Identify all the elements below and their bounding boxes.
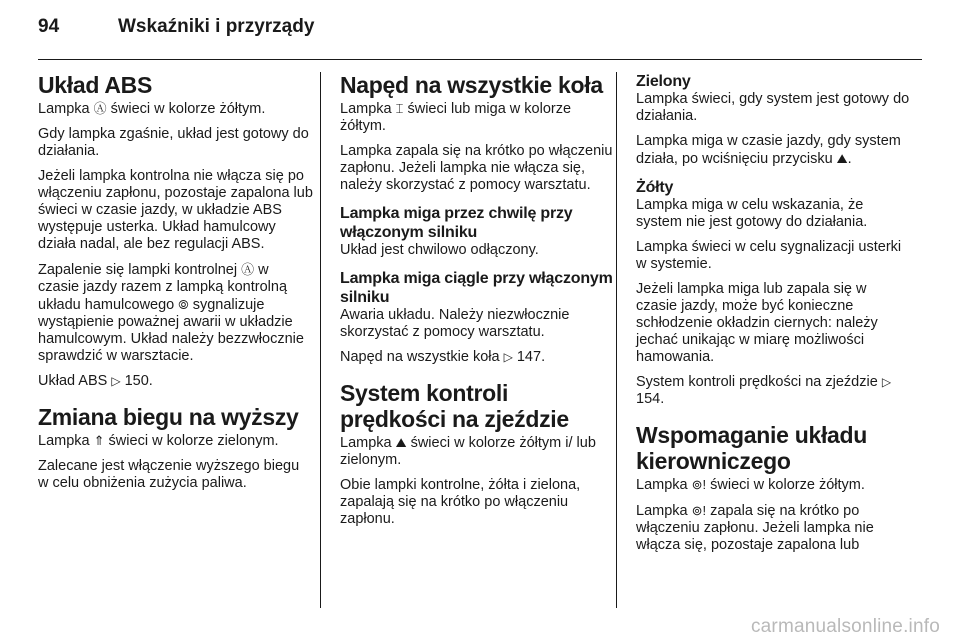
page-reference-arrow-icon: ▷ bbox=[111, 374, 121, 388]
text-run: świeci w kolorze zielonym. bbox=[104, 433, 279, 449]
section-heading-abs: Układ ABS bbox=[38, 72, 153, 98]
section-heading-steering: Wspomaganie układu kierowniczego bbox=[636, 422, 868, 474]
text-run: 154. bbox=[636, 391, 665, 407]
abs-paragraph-3: Jeżeli lampka kontrolna nie włącza się po włączeniu zapłonu, pozostaje zapalona lub świeci w czasie jazdy, w układzie ABS występuje usterka. Układ hamulcowy działa nadal, ale bez regulacji ABS. bbox=[38, 168, 313, 252]
column-divider-1 bbox=[320, 72, 321, 608]
awd-paragraph-1 bbox=[340, 100, 615, 135]
section-heading-descent: System kontroli prędkości na zjeździe bbox=[340, 380, 569, 432]
text-run: świeci w kolorze żółtym i/ lub zielonym. bbox=[340, 435, 596, 468]
text-run: Lampka bbox=[636, 477, 692, 493]
page-number: 94 bbox=[38, 16, 60, 37]
text-run: 147. bbox=[512, 349, 546, 365]
blink-short-paragraph: Układ jest chwilowo odłączony. bbox=[340, 242, 539, 258]
text-run: świeci w kolorze żółtym. bbox=[706, 477, 865, 493]
awd-reference bbox=[340, 349, 615, 366]
text-run: w czasie jazdy razem z lampką kontrolną układu hamulcowego bbox=[38, 262, 288, 313]
subheading-green: Zielony bbox=[636, 73, 691, 90]
hill-descent-icon: ⛰ bbox=[836, 151, 848, 166]
page-header bbox=[38, 16, 922, 56]
shift-paragraph-2: Zalecane jest włączenie wyższego biegu w celu obniżenia zużycia paliwa. bbox=[38, 458, 300, 491]
text-run: Lampka miga w czasie jazdy, gdy system działa, po wciśnięciu przycisku bbox=[636, 133, 901, 167]
text-run: Napęd na wszystkie koła bbox=[340, 349, 504, 365]
text-run: zapala się na krótko po włączeniu zapłonu. Jeżeli lampka nie włącza się, pozostaje zapalona lub bbox=[636, 503, 874, 553]
text-run: Lampka bbox=[340, 101, 396, 117]
page-reference-arrow-icon: ▷ bbox=[881, 375, 892, 389]
awd-icon: ⌶ bbox=[395, 101, 404, 116]
text-run: świeci lub miga w kolorze żółtym. bbox=[340, 101, 572, 134]
yellow-reference bbox=[636, 374, 910, 408]
abs-warning-icon: Ⓐ bbox=[241, 262, 255, 277]
column-divider-2 bbox=[616, 72, 617, 608]
column-1 bbox=[38, 72, 313, 500]
text-run: System kontroli prędkości na zjeździe bbox=[636, 374, 882, 390]
green-paragraph-1: Lampka świeci, gdy system jest gotowy do działania. bbox=[636, 91, 910, 124]
shift-paragraph-1 bbox=[38, 432, 313, 450]
steering-paragraph-2 bbox=[636, 502, 910, 554]
text-run: sygnalizuje wystąpienie poważnej awarii w układzie hamulcowym. Układ należy bezzwłocznie sprawdzić w warsztacie. bbox=[38, 297, 304, 364]
section-heading-awd: Napęd na wszystkie koła bbox=[340, 72, 603, 98]
abs-paragraph-4 bbox=[38, 261, 313, 365]
text-run: Lampka bbox=[340, 435, 396, 451]
abs-paragraph-1 bbox=[38, 100, 313, 118]
steering-paragraph-1 bbox=[636, 476, 910, 494]
awd-paragraph-2: Lampka zapala się na krótko po włączeniu zapłonu. Jeżeli lampka nie włącza się, należy skorzystać z pomocy warsztatu. bbox=[340, 143, 613, 193]
header-divider bbox=[38, 59, 922, 60]
hill-descent-icon: ⛰ bbox=[395, 435, 407, 450]
blink-continuous-paragraph: Awaria układu. Należy niezwłocznie skorzystać z pomocy warsztatu. bbox=[340, 307, 570, 340]
text-run: Lampka bbox=[636, 503, 692, 519]
text-run: Lampka bbox=[38, 433, 94, 449]
power-steering-icon: ⊚! bbox=[691, 503, 707, 518]
shift-up-icon: ⇑ bbox=[93, 433, 105, 448]
yellow-paragraph-3: Jeżeli lampka miga lub zapala się w czasie jazdy, może być konieczne schłodzenie okładzin ciernych: należy jechać unikając w miarę możliwości hamowania. bbox=[636, 281, 878, 365]
text-run: . bbox=[847, 151, 852, 167]
yellow-paragraph-1: Lampka miga w celu wskazania, że system nie jest gotowy do działania. bbox=[636, 197, 868, 230]
section-heading-shift: Zmiana biegu na wyższy bbox=[38, 404, 299, 430]
column-2 bbox=[340, 72, 615, 536]
watermark: carmanualsonline.info bbox=[750, 616, 940, 637]
green-paragraph-2 bbox=[636, 133, 910, 168]
subheading-blink-continuous: Lampka miga ciągle przy włączonym silniku bbox=[340, 270, 613, 306]
subheading-blink-short: Lampka miga przez chwilę przy włączonym silniku bbox=[340, 205, 573, 241]
subheading-yellow: Żółty bbox=[636, 179, 674, 196]
abs-paragraph-2: Gdy lampka zgaśnie, układ jest gotowy do działania. bbox=[38, 126, 309, 159]
page-reference-arrow-icon: ▷ bbox=[503, 350, 513, 364]
abs-paragraph-5 bbox=[38, 373, 313, 390]
page-title: Wskaźniki i przyrządy bbox=[118, 16, 315, 37]
text-run: świeci w kolorze żółtym. bbox=[106, 101, 266, 117]
column-3 bbox=[636, 72, 910, 562]
yellow-paragraph-2: Lampka świeci w celu sygnalizacji usterki w systemie. bbox=[636, 239, 902, 272]
descent-paragraph-2: Obie lampki kontrolne, żółta i zielona, zapalają się na krótko po włączeniu zapłonu. bbox=[340, 477, 581, 527]
power-steering-icon: ⊚! bbox=[691, 477, 707, 492]
text-run: Zapalenie się lampki kontrolnej bbox=[38, 262, 242, 278]
descent-paragraph-1 bbox=[340, 434, 615, 469]
brake-warning-icon: ⦾ bbox=[178, 297, 189, 312]
text-run: Lampka bbox=[38, 101, 94, 117]
abs-warning-icon: Ⓐ bbox=[93, 101, 107, 116]
text-run: Układ ABS bbox=[38, 373, 112, 389]
text-run: 150. bbox=[120, 373, 153, 389]
